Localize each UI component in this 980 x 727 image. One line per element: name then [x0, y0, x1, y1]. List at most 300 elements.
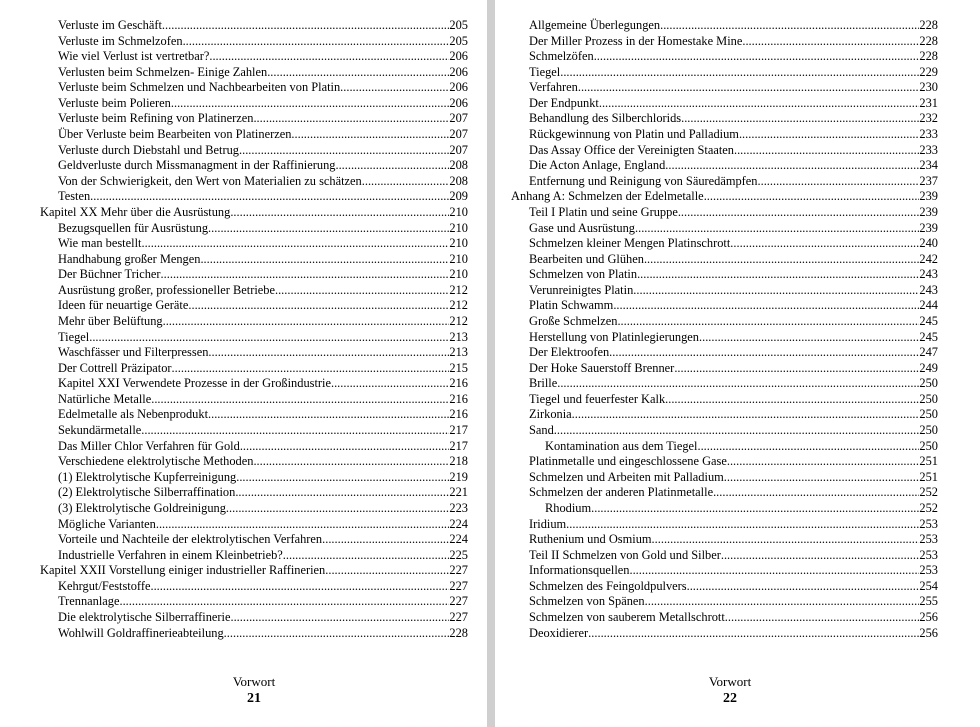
toc-entry-page: 224 — [449, 532, 468, 547]
toc-entry-page: 240 — [919, 236, 938, 251]
toc-entry[interactable] — [40, 610, 468, 626]
toc-entry-page: 210 — [449, 220, 468, 235]
toc-entry-title: Handhabung großer Mengen — [58, 251, 201, 266]
toc-entry-page: 217 — [449, 423, 468, 438]
toc-entry-title: (1) Elektrolytische Kupferreinigung — [58, 469, 237, 484]
toc-entry[interactable] — [511, 361, 938, 377]
dot-leader — [645, 594, 920, 610]
toc-entry-page: 233 — [919, 127, 938, 142]
dot-leader — [267, 65, 449, 81]
toc-entry[interactable] — [40, 485, 468, 501]
toc-entry[interactable] — [511, 205, 938, 221]
dot-leader — [340, 80, 449, 96]
toc-entry-page: 228 — [919, 49, 938, 64]
toc-entry-title: (2) Elektrolytische Silberraffination — [58, 485, 236, 500]
toc-entry-page: 239 — [919, 204, 938, 219]
toc-entry[interactable] — [511, 376, 938, 392]
toc-entry[interactable] — [511, 143, 938, 159]
toc-entry-page: 239 — [919, 189, 938, 204]
toc-entry-page: 205 — [449, 18, 468, 32]
page-gutter — [487, 0, 495, 727]
toc-entry[interactable] — [40, 283, 468, 299]
toc-entry[interactable] — [511, 283, 938, 299]
toc-entry-title: Rückgewinnung von Platin und Palladium — [529, 127, 739, 142]
dot-leader — [171, 96, 450, 112]
toc-entry-title: Schmelzöfen — [529, 49, 594, 64]
dot-leader — [739, 127, 919, 143]
toc-entry[interactable] — [40, 626, 468, 642]
toc-entry[interactable] — [511, 34, 938, 50]
toc-entry[interactable] — [511, 189, 938, 205]
toc-entry[interactable] — [40, 252, 468, 268]
toc-entry[interactable] — [511, 501, 938, 517]
toc-entry-title: Vorteile und Nachteile der elektrolytischen Verfahren — [58, 532, 323, 547]
toc-entry-title: Von der Schwierigkeit, den Wert von Materialien zu schätzen — [58, 173, 362, 188]
toc-entry-page: 228 — [919, 33, 938, 48]
dot-leader — [141, 423, 449, 439]
dot-leader — [713, 485, 919, 501]
toc-entry-title: Zirkonia — [529, 407, 572, 422]
toc-entry[interactable] — [511, 407, 938, 423]
dot-leader — [89, 330, 449, 346]
toc-entry-title: Informationsquellen — [529, 563, 630, 578]
toc-entry[interactable] — [40, 439, 468, 455]
toc-entry-title: Schmelzen und Arbeiten mit Palladium — [529, 469, 724, 484]
dot-leader — [725, 610, 920, 626]
dot-leader — [172, 361, 450, 377]
toc-entry-page: 207 — [449, 142, 468, 157]
dot-leader — [721, 548, 920, 564]
toc-entry-page: 253 — [919, 516, 938, 531]
toc-entry-page: 207 — [449, 127, 468, 142]
toc-entry-page: 231 — [919, 95, 938, 110]
toc-entry-page: 245 — [919, 329, 938, 344]
toc-entry[interactable] — [40, 407, 468, 423]
toc-entry-title: Der Elektroofen — [529, 345, 610, 360]
toc-entry-page: 250 — [919, 407, 938, 422]
toc-entry-page: 208 — [449, 173, 468, 188]
toc-entry-page: 229 — [919, 64, 938, 79]
toc-entry-page: 256 — [919, 609, 938, 624]
dot-leader — [183, 34, 450, 50]
toc-entry-title: Platin Schwamm — [529, 298, 614, 313]
dot-leader — [156, 517, 450, 533]
dot-leader — [591, 501, 919, 517]
dot-leader — [599, 96, 920, 112]
toc-entry-page: 230 — [919, 80, 938, 95]
toc-entry[interactable] — [40, 423, 468, 439]
toc-entry[interactable] — [40, 267, 468, 283]
toc-entry-page: 228 — [919, 18, 938, 32]
dot-leader — [240, 439, 450, 455]
toc-entry[interactable] — [40, 548, 468, 564]
toc-entry-title: Sand — [529, 423, 554, 438]
dot-leader — [331, 376, 449, 392]
toc-entry-title: Schmelzen von Spänen — [529, 594, 645, 609]
toc-entry-title: Teil I Platin und seine Gruppe — [529, 204, 678, 219]
toc-entry-page: 219 — [449, 469, 468, 484]
toc-entry[interactable] — [511, 594, 938, 610]
toc-entry-title: Bezugsquellen für Ausrüstung — [58, 220, 209, 235]
toc-entry-page: 213 — [449, 345, 468, 360]
toc-entry[interactable] — [511, 174, 938, 190]
toc-entry[interactable] — [40, 174, 468, 190]
toc-entry-title: Verluste durch Diebstahl und Betrug — [58, 142, 240, 157]
dot-leader — [758, 174, 920, 190]
toc-entry-title: Verluste beim Refining von Platinerzen — [58, 111, 254, 126]
toc-entry-page: 233 — [919, 142, 938, 157]
dot-leader — [90, 189, 449, 205]
dot-leader — [665, 392, 919, 408]
toc-entry-title: Tiegel und feuerfester Kalk — [529, 391, 666, 406]
dot-leader — [557, 376, 919, 392]
toc-entry-title: Allgemeine Überlegungen — [529, 18, 661, 32]
left-page — [0, 0, 487, 727]
toc-entry[interactable] — [40, 189, 468, 205]
toc-entry-page: 224 — [449, 516, 468, 531]
toc-entry-title: Kapitel XXI Verwendete Prozesse in der Großindustrie — [58, 376, 331, 391]
toc-entry[interactable] — [40, 127, 468, 143]
toc-entry[interactable] — [40, 361, 468, 377]
toc-entry-page: 210 — [449, 251, 468, 266]
toc-entry[interactable] — [511, 579, 938, 595]
toc-entry-page: 212 — [449, 298, 468, 313]
toc-entry-title: Anhang A: Schmelzen der Edelmetalle — [511, 189, 704, 204]
toc-entry[interactable] — [511, 236, 938, 252]
toc-entry[interactable] — [40, 345, 468, 361]
toc-entry-page: 212 — [449, 313, 468, 328]
toc-entry-page: 247 — [919, 345, 938, 360]
toc-entry[interactable] — [40, 221, 468, 237]
toc-entry-page: 250 — [919, 423, 938, 438]
dot-leader — [253, 111, 449, 127]
toc-entry[interactable] — [40, 96, 468, 112]
toc-entry[interactable] — [511, 267, 938, 283]
toc-entry-page: 227 — [449, 594, 468, 609]
dot-leader — [697, 439, 919, 455]
toc-entry[interactable] — [511, 454, 938, 470]
toc-entry[interactable] — [40, 65, 468, 81]
toc-entry[interactable] — [40, 18, 468, 34]
dot-leader — [617, 314, 919, 330]
toc-entry-page: 225 — [449, 547, 468, 562]
toc-entry-page: 253 — [919, 563, 938, 578]
toc-entry-title: Der Büchner Tricher — [58, 267, 161, 282]
dot-leader — [609, 345, 919, 361]
toc-entry-page: 223 — [449, 500, 468, 515]
toc-list-left — [40, 18, 468, 641]
toc-entry-title: Gase und Ausrüstung — [529, 220, 636, 235]
toc-entry-page: 217 — [449, 438, 468, 453]
toc-entry-page: 207 — [449, 111, 468, 126]
toc-entry-title: Bearbeiten und Glühen — [529, 251, 644, 266]
toc-entry-title: Tiegel — [529, 64, 561, 79]
dot-leader — [687, 579, 920, 595]
toc-entry-title: Behandlung des Silberchlorids — [529, 111, 682, 126]
toc-entry[interactable] — [511, 392, 938, 408]
toc-entry[interactable] — [511, 127, 938, 143]
toc-entry-title: Schmelzen der anderen Platinmetalle — [529, 485, 714, 500]
toc-entry[interactable] — [511, 439, 938, 455]
toc-entry-title: Brille — [529, 376, 558, 391]
toc-list-right — [511, 18, 938, 641]
toc-entry[interactable] — [40, 454, 468, 470]
toc-entry-title: Der Cottrell Präzipator — [58, 360, 172, 375]
toc-entry-page: 250 — [919, 376, 938, 391]
dot-leader — [635, 221, 919, 237]
toc-entry[interactable] — [40, 594, 468, 610]
dot-leader — [253, 454, 449, 470]
toc-entry-page: 250 — [919, 391, 938, 406]
toc-entry-page: 232 — [919, 111, 938, 126]
toc-entry-title: Mögliche Varianten — [58, 516, 156, 531]
dot-leader — [226, 501, 449, 517]
toc-entry-title: Kehrgut/Feststoffe — [58, 578, 151, 593]
toc-entry-title: Der Miller Prozess in der Homestake Mine — [529, 33, 743, 48]
toc-entry-page: 237 — [919, 173, 938, 188]
dot-leader — [578, 80, 920, 96]
dot-leader — [283, 548, 450, 564]
dot-leader — [724, 470, 920, 486]
dot-leader — [235, 485, 449, 501]
dot-leader — [678, 205, 920, 221]
dot-leader — [629, 563, 919, 579]
toc-entry[interactable] — [511, 485, 938, 501]
toc-entry-title: Verluste beim Polieren — [58, 95, 171, 110]
toc-entry[interactable] — [40, 314, 468, 330]
toc-entry-title: Verunreinigtes Platin — [529, 282, 634, 297]
toc-entry-page: 254 — [919, 578, 938, 593]
dot-leader — [362, 174, 450, 190]
toc-entry-title: Entfernung und Reinigung von Säuredämpfen — [529, 173, 758, 188]
toc-entry-title: Kapitel XXII Vorstellung einiger industrieller Raffinerien — [40, 563, 326, 578]
toc-entry[interactable] — [40, 579, 468, 595]
toc-entry[interactable] — [40, 330, 468, 346]
toc-entry-page: 228 — [449, 625, 468, 640]
toc-entry[interactable] — [40, 158, 468, 174]
toc-entry[interactable] — [40, 143, 468, 159]
dot-leader — [572, 407, 920, 423]
toc-entry-title: Verluste im Geschäft — [58, 18, 162, 32]
toc-entry[interactable] — [511, 65, 938, 81]
dot-leader — [161, 267, 450, 283]
toc-entry-page: 212 — [449, 282, 468, 297]
toc-entry[interactable] — [511, 330, 938, 346]
toc-entry-title: Verlusten beim Schmelzen- Einige Zahlen — [58, 64, 268, 79]
toc-entry-title: Teil II Schmelzen von Gold und Silber — [529, 547, 721, 562]
toc-entry[interactable] — [40, 80, 468, 96]
toc-entry[interactable] — [511, 18, 938, 34]
dot-leader — [704, 189, 920, 205]
toc-entry-title: Sekundärmetalle — [58, 423, 142, 438]
dot-leader — [652, 532, 920, 548]
toc-entry[interactable] — [511, 221, 938, 237]
toc-entry[interactable] — [40, 392, 468, 408]
toc-entry-page: 245 — [919, 313, 938, 328]
toc-entry[interactable] — [40, 501, 468, 517]
page-footer-left — [14, 674, 494, 708]
toc-entry-title: Über Verluste beim Bearbeiten von Platinerzen — [58, 127, 292, 142]
toc-entry-page: 242 — [919, 251, 938, 266]
dot-leader — [230, 610, 449, 626]
toc-entry-title: Edelmetalle als Nebenprodukt — [58, 407, 209, 422]
toc-entry-page: 251 — [919, 454, 938, 469]
toc-entry-title: Schmelzen von Platin — [529, 267, 638, 282]
toc-entry-title: Ruthenium und Osmium — [529, 532, 652, 547]
dot-leader — [325, 563, 449, 579]
toc-entry[interactable] — [40, 111, 468, 127]
toc-entry-page: 234 — [919, 158, 938, 173]
toc-entry[interactable] — [511, 423, 938, 439]
toc-entry-title: Die Acton Anlage, England — [529, 158, 666, 173]
dot-leader — [699, 330, 919, 346]
toc-entry-page: 205 — [449, 33, 468, 48]
toc-entry-title: Testen — [58, 189, 91, 204]
toc-entry[interactable] — [511, 532, 938, 548]
toc-entry-page: 255 — [919, 594, 938, 609]
toc-entry[interactable] — [511, 610, 938, 626]
toc-entry-page: 251 — [919, 469, 938, 484]
toc-entry[interactable] — [40, 563, 468, 579]
toc-entry[interactable] — [511, 626, 938, 642]
dot-leader — [209, 49, 449, 65]
dot-leader — [633, 283, 919, 299]
toc-entry-title: Verschiedene elektrolytische Methoden — [58, 454, 254, 469]
dot-leader — [335, 158, 449, 174]
footer-label: Vorwort — [708, 674, 752, 689]
footer-label: Vorwort — [232, 674, 276, 689]
toc-entry-page: 210 — [449, 267, 468, 282]
toc-entry[interactable] — [511, 80, 938, 96]
dot-leader — [674, 361, 919, 377]
dot-leader — [681, 111, 919, 127]
toc-entry-page: 250 — [919, 438, 938, 453]
toc-entry[interactable] — [511, 252, 938, 268]
toc-entry[interactable] — [511, 563, 938, 579]
toc-entry-title: Schmelzen von sauberem Metallschrott — [529, 609, 725, 624]
toc-entry-page: 218 — [449, 454, 468, 469]
dot-leader — [291, 127, 449, 143]
toc-entry-page: 210 — [449, 236, 468, 251]
toc-entry[interactable] — [511, 298, 938, 314]
dot-leader — [236, 470, 449, 486]
toc-entry-title: Schmelzen des Feingoldpulvers — [529, 578, 687, 593]
toc-entry-page: 227 — [449, 578, 468, 593]
dot-leader — [566, 517, 919, 533]
toc-entry-page: 252 — [919, 500, 938, 515]
toc-entry-title: Große Schmelzen — [529, 313, 618, 328]
toc-entry-page: 206 — [449, 64, 468, 79]
toc-entry-page: 213 — [449, 329, 468, 344]
dot-leader — [163, 314, 450, 330]
toc-entry-page: 253 — [919, 532, 938, 547]
toc-entry[interactable] — [511, 548, 938, 564]
toc-entry-title: Der Hoke Sauerstoff Brenner — [529, 360, 675, 375]
dot-leader — [665, 158, 919, 174]
toc-entry-page: 244 — [919, 298, 938, 313]
toc-entry-title: Ideen für neuartige Geräte — [58, 298, 189, 313]
toc-entry[interactable] — [40, 236, 468, 252]
toc-entry-title: Platinmetalle und eingeschlossene Gase — [529, 454, 727, 469]
dot-leader — [230, 205, 449, 221]
toc-entry-page: 206 — [449, 80, 468, 95]
dot-leader — [322, 532, 449, 548]
dot-leader — [742, 34, 919, 50]
toc-entry[interactable] — [511, 158, 938, 174]
toc-entry[interactable] — [511, 517, 938, 533]
toc-entry-page: 256 — [919, 625, 938, 640]
toc-entry-title: Industrielle Verfahren in einem Kleinbetrieb? — [58, 547, 283, 562]
toc-entry-page: 253 — [919, 547, 938, 562]
dot-leader — [141, 236, 449, 252]
toc-entry-page: 209 — [449, 189, 468, 204]
toc-entry-title: Iridium — [529, 516, 567, 531]
toc-entry[interactable] — [40, 34, 468, 50]
toc-entry-title: Die elektrolytische Silberraffinerie — [58, 609, 231, 624]
dot-leader — [727, 454, 920, 470]
toc-entry-title: Verluste im Schmelzofen — [58, 33, 183, 48]
toc-entry[interactable] — [511, 470, 938, 486]
toc-entry-title: Verfahren — [529, 80, 578, 95]
toc-entry[interactable] — [40, 517, 468, 533]
dot-leader — [594, 49, 920, 65]
page-number: 22 — [723, 691, 737, 706]
toc-entry[interactable] — [40, 298, 468, 314]
dot-leader — [200, 252, 449, 268]
dot-leader — [637, 267, 919, 283]
toc-entry-title: Waschfässer und Filterpressen — [58, 345, 209, 360]
dot-leader — [560, 65, 919, 81]
toc-entry-page: 227 — [449, 609, 468, 624]
toc-entry[interactable] — [40, 532, 468, 548]
toc-entry-page: 215 — [449, 360, 468, 375]
toc-entry[interactable] — [511, 96, 938, 112]
toc-entry[interactable] — [511, 111, 938, 127]
toc-entry-title: Trennanlage — [58, 594, 120, 609]
toc-entry-page: 210 — [449, 204, 468, 219]
toc-entry-title: Tiegel — [58, 329, 90, 344]
toc-entry[interactable] — [511, 49, 938, 65]
page-number: 21 — [247, 691, 261, 706]
toc-entry-page: 249 — [919, 360, 938, 375]
toc-entry-page: 252 — [919, 485, 938, 500]
dot-leader — [151, 392, 449, 408]
toc-entry[interactable] — [40, 205, 468, 221]
toc-entry-page: 216 — [449, 407, 468, 422]
toc-entry-title: Verluste beim Schmelzen und Nachbearbeiten von Platin — [58, 80, 341, 95]
dot-leader — [150, 579, 449, 595]
toc-entry[interactable] — [40, 470, 468, 486]
dot-leader — [734, 143, 919, 159]
toc-entry[interactable] — [511, 345, 938, 361]
toc-entry-page: 208 — [449, 158, 468, 173]
dot-leader — [613, 298, 919, 314]
toc-entry-page: 216 — [449, 376, 468, 391]
toc-entry[interactable] — [40, 376, 468, 392]
dot-leader — [162, 18, 449, 34]
toc-entry[interactable] — [40, 49, 468, 65]
dot-leader — [660, 18, 919, 34]
toc-entry-title: Wie viel Verlust ist vertretbar? — [58, 49, 210, 64]
toc-entry[interactable] — [511, 314, 938, 330]
toc-entry-title: Schmelzen kleiner Mengen Platinschrott — [529, 236, 731, 251]
dot-leader — [554, 423, 920, 439]
toc-entry-title: Geldverluste durch Missmanagment in der Raffinierung — [58, 158, 336, 173]
toc-entry-page: 239 — [919, 220, 938, 235]
dot-leader — [208, 221, 449, 237]
toc-entry-page: 216 — [449, 391, 468, 406]
toc-entry-title: Mehr über Belüftung — [58, 313, 163, 328]
